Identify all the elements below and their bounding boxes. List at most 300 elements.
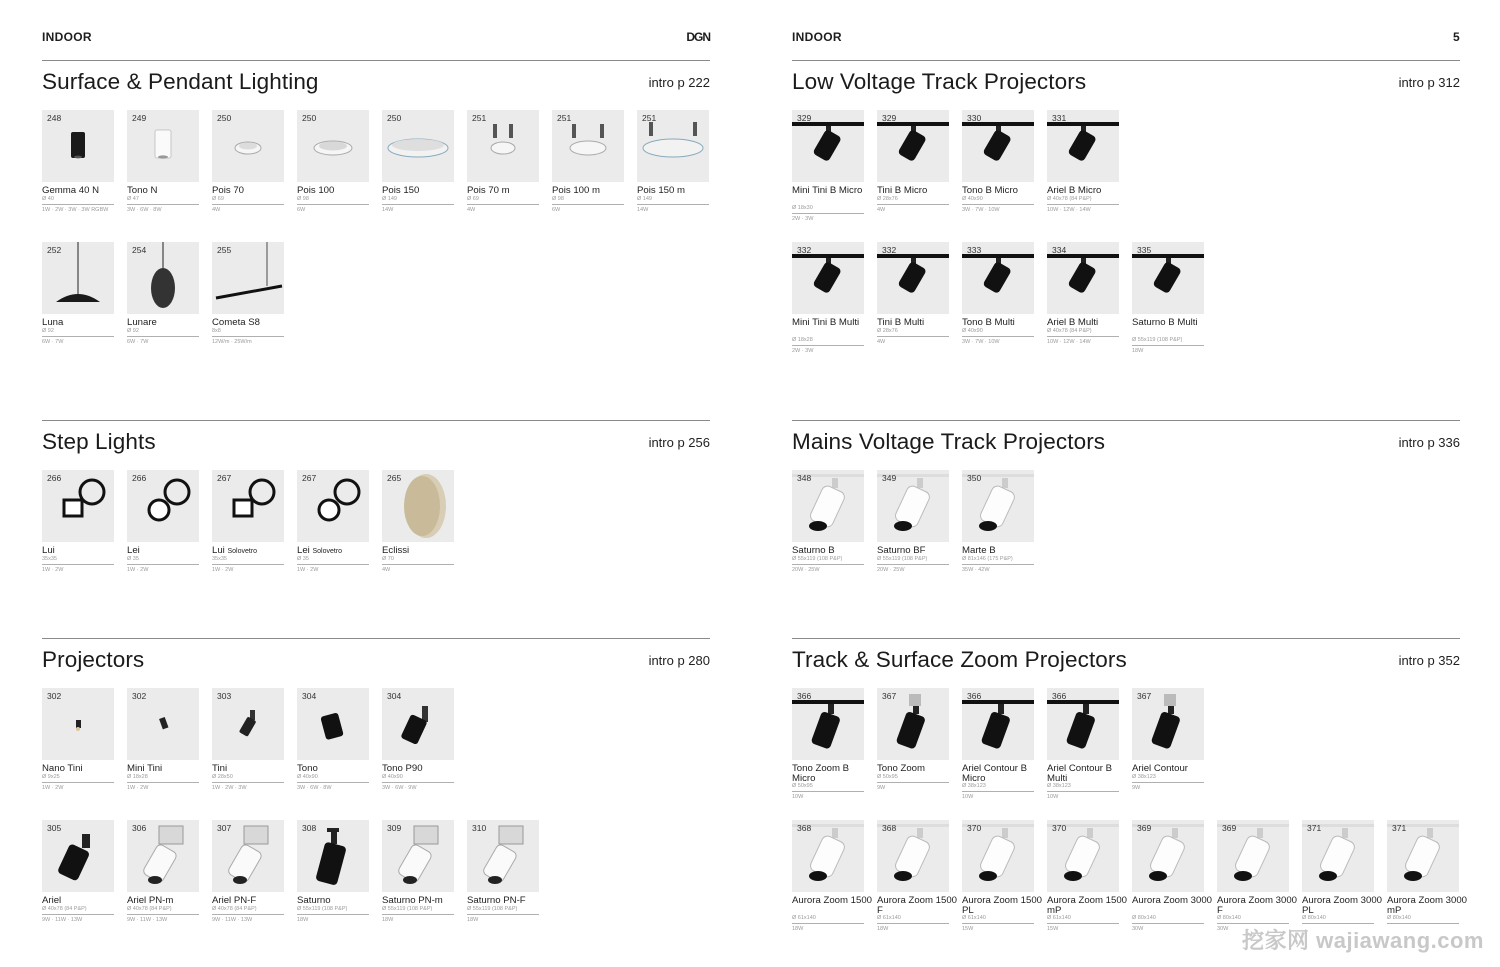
- product-photo: [1047, 688, 1119, 760]
- product-divider: [962, 923, 1034, 924]
- product-divider: [962, 336, 1034, 337]
- product-dimensions: Ø 81x146 (175 P&P): [962, 556, 1013, 562]
- product-dimensions: Ø 80x140: [1217, 915, 1241, 921]
- product-photo: [877, 688, 949, 760]
- product-dimensions: Ø 40x90: [297, 774, 318, 780]
- product-photo: [1047, 242, 1119, 314]
- product-photo: [1302, 820, 1374, 892]
- product-name-text: Pois 150: [382, 185, 420, 196]
- product-wattage: 1W · 2W · 3W · 3W RGBW: [42, 207, 109, 213]
- product-name: [127, 318, 207, 328]
- product-variant: Solovetro: [227, 548, 258, 555]
- product-name-text: Aurora Zoom 3000: [1132, 895, 1212, 906]
- product-dimensions: Ø 98: [297, 196, 309, 202]
- product-name: [962, 186, 1042, 196]
- product-dimensions: Ø 55x119 (108 P&P): [467, 906, 518, 912]
- product-name-text: Lui: [212, 545, 225, 556]
- product-dimensions: Ø 40x90: [382, 774, 403, 780]
- product-photo: [212, 820, 284, 892]
- product-dimensions: Ø 61x140: [792, 915, 816, 921]
- product-divider: [382, 782, 454, 783]
- product-wattage: 12W/m · 25W/m: [212, 339, 252, 345]
- product-dimensions: Ø 40x90: [962, 328, 983, 334]
- product-photo: [127, 688, 199, 760]
- product-name-text: Ariel B Micro: [1047, 185, 1102, 196]
- product-divider: [962, 564, 1034, 565]
- product-dimensions: Ø 50x95: [792, 783, 813, 789]
- catalog-page-number: 304: [302, 691, 317, 701]
- catalog-page-number: 369: [1137, 823, 1152, 833]
- product-name-text: Gemma 40 N: [42, 185, 100, 196]
- product-divider: [127, 204, 199, 205]
- product-name-text: Ariel PN-m: [127, 895, 174, 906]
- product-photo: [467, 820, 539, 892]
- product-dimensions: Ø 38x123: [1047, 783, 1071, 789]
- product-photo: [877, 820, 949, 892]
- catalog-page-number: 249: [132, 113, 147, 123]
- product-wattage: 30W: [1217, 926, 1229, 932]
- product-dimensions: 35x35: [42, 556, 57, 562]
- product-photo: [42, 110, 114, 182]
- product-wattage: 4W: [877, 207, 886, 213]
- running-header: [42, 30, 710, 46]
- product-name: [962, 546, 1042, 556]
- product-divider: [877, 923, 949, 924]
- product-dimensions: Ø 55x119 (108 P&P): [1132, 337, 1183, 343]
- product-photo: [382, 688, 454, 760]
- product-dimensions: Ø 28x76: [877, 328, 898, 334]
- product-divider: [877, 782, 949, 783]
- product-wattage: 10W: [962, 794, 974, 800]
- product-name-text: Ariel PN-F: [212, 895, 257, 906]
- product-photo: [382, 470, 454, 542]
- product-name: [792, 764, 872, 783]
- product-name-text: Tini B Micro: [877, 185, 928, 196]
- product-dimensions: Ø 70: [382, 556, 394, 562]
- catalog-page-number: 255: [217, 245, 232, 255]
- catalog-page-number: 302: [47, 691, 62, 701]
- catalog-page-number: 332: [797, 245, 812, 255]
- product-wattage: 2W · 3W: [792, 216, 814, 222]
- catalog-page-number: 250: [217, 113, 232, 123]
- product-dimensions: Ø 61x140: [877, 915, 901, 921]
- product-photo: [877, 242, 949, 314]
- catalog-page-number: 366: [1052, 691, 1067, 701]
- product-wattage: 9W · 11W · 13W: [42, 917, 83, 923]
- section-rule: [792, 420, 1460, 421]
- product-divider: [552, 204, 624, 205]
- product-name: [962, 764, 1042, 783]
- product-divider: [962, 204, 1034, 205]
- product-dimensions: Ø 28x50: [212, 774, 233, 780]
- product-divider: [382, 914, 454, 915]
- product-name: [42, 896, 122, 906]
- product-name: [792, 546, 872, 556]
- catalog-page-number: 266: [132, 473, 147, 483]
- product-wattage: 9W: [877, 785, 886, 791]
- product-name: [382, 896, 462, 906]
- product-dimensions: Ø 9x25: [42, 774, 60, 780]
- header-section-label: INDOOR: [42, 30, 92, 44]
- product-divider: [877, 564, 949, 565]
- product-wattage: 4W: [382, 567, 391, 573]
- product-name: [1302, 896, 1382, 915]
- product-divider: [1132, 345, 1204, 346]
- catalog-page-number: 251: [642, 113, 657, 123]
- catalog-page-number: 330: [967, 113, 982, 123]
- product-name-text: Saturno: [297, 895, 331, 906]
- product-photo: [127, 110, 199, 182]
- catalog-page-number: 371: [1307, 823, 1322, 833]
- catalog-page-number: 310: [472, 823, 487, 833]
- product-wattage: 1W · 2W: [42, 785, 64, 791]
- catalog-page-number: 368: [797, 823, 812, 833]
- product-dimensions: Ø 18x28: [127, 774, 148, 780]
- intro-page-link[interactable]: intro p 222: [648, 75, 710, 90]
- catalog-page-number: 369: [1222, 823, 1237, 833]
- intro-page-link[interactable]: intro p 352: [1398, 653, 1460, 668]
- product-photo: [877, 470, 949, 542]
- intro-page-link[interactable]: intro p 336: [1398, 435, 1460, 450]
- product-name: [212, 896, 292, 906]
- product-name-text: Tini: [212, 763, 228, 774]
- product-name-text: Cometa S8: [212, 317, 260, 328]
- section-title: Projectors: [42, 647, 145, 672]
- catalog-page-number: 370: [967, 823, 982, 833]
- catalog-page-number: 367: [882, 691, 897, 701]
- product-name-text: Tini B Multi: [877, 317, 925, 328]
- product-name-text: Mini Tini: [127, 763, 163, 774]
- product-divider: [877, 336, 949, 337]
- product-name-text: Aurora Zoom 3000 mP: [1387, 895, 1467, 916]
- product-name: [467, 896, 547, 906]
- product-name-text: Saturno B: [792, 545, 835, 556]
- product-name: [212, 186, 292, 196]
- page-number: 5: [1453, 30, 1460, 44]
- product-name-text: Tono Zoom B Micro: [792, 763, 850, 784]
- product-dimensions: Ø 50x95: [877, 774, 898, 780]
- product-name: [1217, 896, 1297, 915]
- product-name: [127, 186, 207, 196]
- product-name: [637, 186, 717, 196]
- catalog-page-number: 371: [1392, 823, 1407, 833]
- product-photo: [792, 110, 864, 182]
- section-title: Step Lights: [42, 429, 156, 454]
- product-divider: [297, 204, 369, 205]
- product-wattage: 6W: [297, 207, 306, 213]
- product-variant: Solovetro: [312, 548, 343, 555]
- product-dimensions: Ø 55x119 (108 P&P): [297, 906, 348, 912]
- product-wattage: 15W: [962, 926, 974, 932]
- product-photo: [962, 820, 1034, 892]
- product-wattage: 18W: [1132, 348, 1144, 354]
- intro-page-link[interactable]: intro p 280: [648, 653, 710, 668]
- product-name-text: Ariel Contour B Multi: [1047, 763, 1113, 784]
- product-photo: [127, 820, 199, 892]
- product-divider: [382, 564, 454, 565]
- product-divider: [127, 914, 199, 915]
- product-wattage: 14W: [637, 207, 649, 213]
- product-divider: [297, 564, 369, 565]
- product-name: [42, 318, 122, 328]
- product-divider: [212, 336, 284, 337]
- product-name: [212, 546, 292, 557]
- product-name-text: Saturno PN-F: [467, 895, 526, 906]
- product-dimensions: Ø 40x78 (84 P&P): [1047, 328, 1092, 334]
- product-name: [1132, 764, 1212, 774]
- product-name: [42, 546, 122, 556]
- product-name: [1132, 896, 1212, 906]
- product-name-text: Lunare: [127, 317, 157, 328]
- product-name-text: Lei: [297, 545, 310, 556]
- product-divider: [792, 564, 864, 565]
- product-wattage: 15W: [1047, 926, 1059, 932]
- catalog-page-number: 366: [797, 691, 812, 701]
- catalog-page-number: 252: [47, 245, 62, 255]
- product-name: [297, 764, 377, 774]
- product-name: [792, 318, 872, 328]
- product-name: [877, 764, 957, 774]
- section-title: Mains Voltage Track Projectors: [792, 429, 1106, 454]
- product-name: [877, 546, 957, 556]
- product-dimensions: Ø 55x119 (108 P&P): [382, 906, 433, 912]
- product-name: [127, 764, 207, 774]
- product-dimensions: Ø 149: [382, 196, 397, 202]
- product-wattage: 6W: [552, 207, 561, 213]
- product-wattage: 10W · 12W · 14W: [1047, 207, 1091, 213]
- product-name: [382, 764, 462, 774]
- product-photo: [127, 242, 199, 314]
- product-divider: [467, 204, 539, 205]
- product-divider: [42, 564, 114, 565]
- product-divider: [127, 564, 199, 565]
- catalog-page-number: 367: [1137, 691, 1152, 701]
- left-page: [42, 0, 710, 967]
- product-wattage: 1W · 2W: [127, 567, 149, 573]
- watermark: 挖家网 wajiawang.com: [1242, 928, 1484, 953]
- product-name-text: Aurora Zoom 1500 mP: [1047, 895, 1127, 916]
- product-name-text: Saturno B Multi: [1132, 317, 1198, 328]
- product-wattage: 3W · 6W · 8W: [297, 785, 332, 791]
- product-name-text: Tono P90: [382, 763, 423, 774]
- catalog-page-number: 333: [967, 245, 982, 255]
- product-divider: [877, 204, 949, 205]
- catalog-page-number: 267: [302, 473, 317, 483]
- catalog-page-number: 368: [882, 823, 897, 833]
- product-photo: [1047, 820, 1119, 892]
- product-name-text: Marte B: [962, 545, 996, 556]
- product-divider: [212, 914, 284, 915]
- product-name: [962, 318, 1042, 328]
- product-dimensions: 8x8: [212, 328, 221, 334]
- product-wattage: 9W: [1132, 785, 1141, 791]
- product-name: [467, 186, 547, 196]
- product-photo: [212, 688, 284, 760]
- product-divider: [1047, 336, 1119, 337]
- product-dimensions: Ø 149: [637, 196, 652, 202]
- product-divider: [212, 782, 284, 783]
- product-wattage: 20W · 25W: [877, 567, 905, 573]
- section-rule: [792, 638, 1460, 639]
- product-divider: [792, 345, 864, 346]
- product-name-text: Nano Tini: [42, 763, 83, 774]
- product-divider: [1132, 923, 1204, 924]
- product-photo: [382, 820, 454, 892]
- product-dimensions: Ø 55x119 (108 P&P): [877, 556, 928, 562]
- product-name-text: Tono B Multi: [962, 317, 1015, 328]
- product-name-text: Eclissi: [382, 545, 410, 556]
- product-name: [962, 896, 1042, 915]
- product-name-text: Mini Tini B Multi: [792, 317, 860, 328]
- product-dimensions: Ø 28x76: [877, 196, 898, 202]
- catalog-page-number: 348: [797, 473, 812, 483]
- catalog-page-number: 309: [387, 823, 402, 833]
- intro-page-link[interactable]: intro p 256: [648, 435, 710, 450]
- product-dimensions: Ø 98: [552, 196, 564, 202]
- product-photo: [212, 110, 284, 182]
- product-photo: [212, 242, 284, 314]
- product-photo: [467, 110, 539, 182]
- catalog-page-number: 305: [47, 823, 62, 833]
- product-dimensions: Ø 40x78 (84 P&P): [212, 906, 257, 912]
- product-name: [382, 186, 462, 196]
- product-wattage: 1W · 2W: [212, 567, 234, 573]
- product-wattage: 4W: [212, 207, 221, 213]
- product-photo: [1047, 110, 1119, 182]
- section-rule: [42, 420, 710, 421]
- intro-page-link[interactable]: intro p 312: [1398, 75, 1460, 90]
- product-name-text: Aurora Zoom 3000 F: [1217, 895, 1297, 916]
- catalog-page-number: 366: [967, 691, 982, 701]
- product-dimensions: Ø 55x119 (108 P&P): [792, 556, 843, 562]
- product-name: [212, 764, 292, 774]
- header-section-label: INDOOR: [792, 30, 842, 44]
- catalog-page-number: 250: [302, 113, 317, 123]
- catalog-page-number: 329: [882, 113, 897, 123]
- product-divider: [42, 782, 114, 783]
- product-name-text: Tono B Micro: [962, 185, 1018, 196]
- product-photo: [42, 242, 114, 314]
- catalog-page-number: 302: [132, 691, 147, 701]
- product-name: [212, 318, 292, 328]
- product-wattage: 3W · 6W · 9W: [382, 785, 417, 791]
- product-name-text: Tono: [297, 763, 318, 774]
- product-wattage: 35W · 42W: [962, 567, 990, 573]
- product-name-text: Ariel Contour B Micro: [962, 763, 1028, 784]
- product-name: [877, 186, 957, 196]
- product-dimensions: Ø 40x78 (84 P&P): [42, 906, 87, 912]
- product-dimensions: Ø 35: [297, 556, 309, 562]
- product-wattage: 4W: [877, 339, 886, 345]
- product-wattage: 1W · 2W: [297, 567, 319, 573]
- product-wattage: 18W: [467, 917, 479, 923]
- product-wattage: 4W: [467, 207, 476, 213]
- product-photo: [792, 820, 864, 892]
- product-photo: [962, 242, 1034, 314]
- product-photo: [127, 470, 199, 542]
- product-wattage: 18W: [382, 917, 394, 923]
- product-photo: [1387, 820, 1459, 892]
- product-name-text: Aurora Zoom 1500: [792, 895, 872, 906]
- product-name: [42, 186, 122, 196]
- product-name-text: Saturno PN-m: [382, 895, 443, 906]
- catalog-page-number: 303: [217, 691, 232, 701]
- catalog-page-number: 331: [1052, 113, 1067, 123]
- product-name: [297, 186, 377, 196]
- section-title: Surface & Pendant Lighting: [42, 69, 319, 94]
- catalog-page-number: 307: [217, 823, 232, 833]
- product-name-text: Ariel B Multi: [1047, 317, 1099, 328]
- catalog-page-number: 250: [387, 113, 402, 123]
- brand-logo: DGN: [686, 30, 710, 44]
- product-name-text: Mini Tini B Micro: [792, 185, 863, 196]
- product-photo: [382, 110, 454, 182]
- product-name: [1387, 896, 1467, 915]
- product-dimensions: Ø 61x140: [1047, 915, 1071, 921]
- product-dimensions: Ø 69: [467, 196, 479, 202]
- product-name-text: Tono N: [127, 185, 158, 196]
- product-wattage: 2W · 3W: [792, 348, 814, 354]
- product-name-text: Lui: [42, 545, 55, 556]
- product-divider: [297, 782, 369, 783]
- product-photo: [297, 820, 369, 892]
- product-photo: [962, 688, 1034, 760]
- catalog-page-number: 265: [387, 473, 402, 483]
- product-name-text: Aurora Zoom 1500 PL: [962, 895, 1042, 916]
- product-name-text: Pois 100 m: [552, 185, 600, 196]
- catalog-page-number: 335: [1137, 245, 1152, 255]
- product-dimensions: Ø 35: [127, 556, 139, 562]
- section-rule: [42, 60, 710, 61]
- product-photo: [1132, 242, 1204, 314]
- product-name: [1132, 318, 1212, 328]
- product-photo: [637, 110, 709, 182]
- right-page: [792, 0, 1467, 967]
- section-title: Track & Surface Zoom Projectors: [792, 647, 1127, 672]
- section-rule: [42, 638, 710, 639]
- product-name: [552, 186, 632, 196]
- product-name-text: Pois 70 m: [467, 185, 510, 196]
- product-name: [297, 546, 377, 557]
- product-name: [127, 546, 207, 556]
- product-name: [877, 896, 957, 915]
- product-dimensions: Ø 80x140: [1387, 915, 1411, 921]
- catalog-page-number: 306: [132, 823, 147, 833]
- product-divider: [467, 914, 539, 915]
- catalog-page-number: 334: [1052, 245, 1067, 255]
- product-photo: [297, 110, 369, 182]
- section-rule: [792, 60, 1460, 61]
- product-divider: [792, 213, 864, 214]
- product-photo: [212, 470, 284, 542]
- product-name-text: Pois 100: [297, 185, 335, 196]
- product-dimensions: Ø 40x90: [962, 196, 983, 202]
- product-dimensions: 35x35: [212, 556, 227, 562]
- product-photo: [792, 242, 864, 314]
- product-photo: [792, 688, 864, 760]
- product-divider: [1047, 204, 1119, 205]
- product-dimensions: Ø 92: [127, 328, 139, 334]
- product-divider: [127, 336, 199, 337]
- product-divider: [1132, 782, 1204, 783]
- product-name: [382, 546, 462, 556]
- product-divider: [212, 204, 284, 205]
- product-wattage: 3W · 7W · 10W: [962, 207, 1000, 213]
- catalog-page-number: 266: [47, 473, 62, 483]
- product-wattage: 6W · 7W: [42, 339, 64, 345]
- product-dimensions: Ø 80x140: [1132, 915, 1156, 921]
- product-wattage: 9W · 11W · 13W: [212, 917, 253, 923]
